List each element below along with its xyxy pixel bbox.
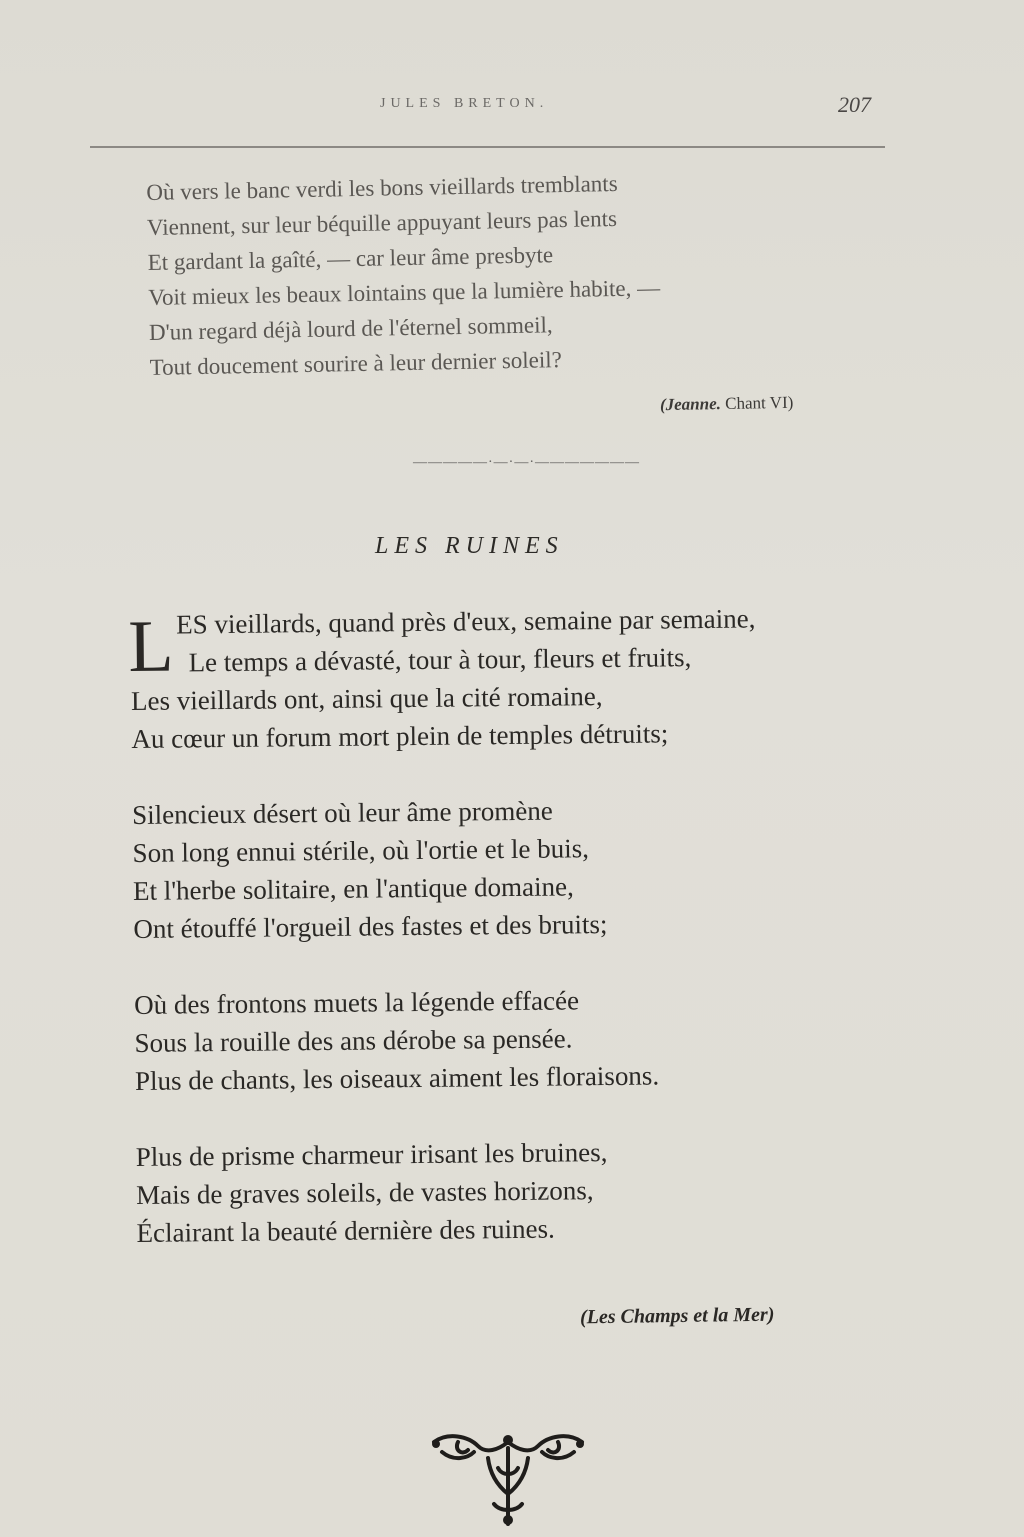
poem-line: Silencieux désert où leur âme promène (132, 795, 553, 830)
stanza (132, 789, 759, 948)
stanza (136, 1131, 762, 1252)
poem-title: LES RUINES (375, 533, 564, 559)
tailpiece-ornament-icon (428, 1428, 588, 1528)
poem-line: Plus de chants, les oiseaux aiment les floraisons. (134, 1060, 660, 1096)
poem-line: Ont étouffé l'orgueil des fastes et des bruits; (133, 909, 608, 944)
verse-line: Voit mieux les beaux lointains que la lumière habite, — (148, 275, 661, 310)
stanza (134, 979, 760, 1100)
verse-line: Viennent, sur leur béquille appuyant leurs pas lents (146, 205, 618, 240)
verse-line: Et gardant la gaîté, — car leur âme presbyte (147, 242, 554, 275)
credit-work-title: (Jeanne. (659, 394, 722, 415)
poem-line: Et l'herbe solitaire, en l'antique domaine, (132, 871, 574, 906)
drop-cap: L (128, 605, 175, 689)
verse-line: D'un regard déjà lourd de l'éternel sommeil, (148, 312, 553, 345)
stanza (130, 599, 757, 758)
poem-line: Mais de graves soleils, de vastes horizons, (136, 1175, 594, 1210)
verse-line: Tout doucement sourire à leur dernier soleil? (149, 347, 563, 380)
credit-chant: Chant VI) (724, 392, 794, 414)
poem-line: Le temps a dévasté, tour à tour, fleurs et fruits, (188, 642, 692, 678)
section-separator: —————·—·—·——————— (413, 455, 640, 470)
verse-line: Où vers le banc verdi les bons vieillards tremblants (146, 170, 618, 205)
top-verse (146, 165, 662, 385)
running-head: JULES BRETON. (380, 96, 549, 111)
poem-line: Sous la rouille des ans dérobe sa pensée. (134, 1023, 573, 1058)
poem-line: Où des frontons muets la légende effacée (134, 985, 580, 1020)
poem-line: Plus de prisme charmeur irisant les bruines, (135, 1137, 608, 1172)
poem-line: Éclairant la beauté dernière des ruines. (136, 1213, 555, 1248)
poem-line: Son long ennui stérile, où l'ortie et le buis, (132, 833, 590, 868)
top-verse-credit (660, 393, 794, 415)
poem-line: Les vieillards ont, ainsi que la cité romaine, (130, 681, 603, 716)
header-rule (90, 146, 885, 148)
poem-body (130, 599, 762, 1290)
poem-line: ES vieillards, quand près d'eux, semaine par semaine, (176, 603, 756, 640)
page-number: 207 (838, 92, 871, 117)
poem-line: Au cœur un forum mort plein de temples détruits; (131, 718, 669, 754)
poem-credit: (Les Champs et la Mer) (579, 1303, 775, 1329)
